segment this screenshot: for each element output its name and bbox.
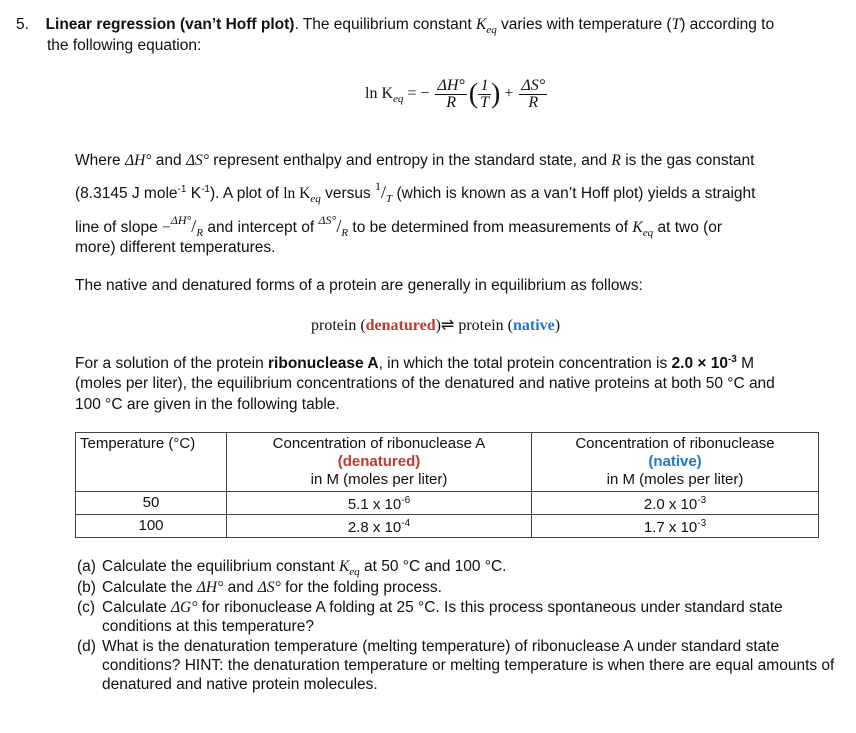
where-line-1: Where ΔH° and ΔS° represent enthalpy and entropy in the standard state, and R is the gas constant: [75, 152, 755, 169]
table-row: 50 5.1 x $10^{-6}$ 2.0 x $10^{-3}$: [76, 492, 819, 515]
header-temperature: Temperature (°C): [76, 433, 227, 492]
where-line-3: line of slope $-^{\Delta H^\circ}/_R$ and intercept of $^{\Delta S^\circ}/_R$ to be determined from measurements of $K_{eq}$ at two (or: [75, 213, 723, 239]
problem-header: 5. Linear regression (van’t Hoff plot). The equilibrium constant $K_{eq}$ varies with temperature (T) according to: [16, 16, 775, 36]
header-native: Concentration of ribonuclease (native) in M (moles per liter): [532, 433, 819, 492]
folding-reaction: protein (denatured)⇌ protein (native): [311, 317, 561, 334]
problem-number: 5.: [16, 16, 29, 33]
header-denatured: Concentration of ribonuclease A (denatured) in M (moles per liter): [227, 433, 532, 492]
vant-hoff-equation: $\ln K_{eq}$ = − $\frac{\Delta H^\circ}{R}$ ( $\frac{1}{T}$ ) + $\frac{\Delta S^\circ}{R}$: [365, 77, 546, 111]
question-d: (d) What is the denaturation temperature (melting temperature) of ribonuclease A under standard state conditions? HINT: the denaturation temperature or melting temperature is when there are equal amounts of denatured and native protein molecules.: [77, 638, 835, 693]
question-b: (b) Calculate the ΔH° and ΔS° for the folding process.: [77, 579, 442, 596]
question-c: (c) Calculate ΔG° for ribonuclease A folding at 25 °C. Is this process spontaneous under standard state conditions at this temperature?: [77, 599, 783, 635]
question-a: (a) Calculate the equilibrium constant $K_{eq}$ at 50 °C and 100 °C.: [77, 558, 507, 578]
solution-line-1: For a solution of the protein ribonuclease A, in which the total protein concentration is $2.0 \times 10^{-3}$ M: [75, 354, 755, 372]
concentration-table: [75, 432, 819, 538]
where-line-2: (8.3145 J mole$^{-1}$ $K^{-1}$). A plot of $\ln K_{eq}$ versus $^1/_T$ (which is known as a van’t Hoff plot) yields a straight: [75, 179, 756, 205]
problem-title: Linear regression (van’t Hoff plot): [45, 16, 295, 33]
solution-line-2: (moles per liter), the equilibrium concentrations of the denatured and native proteins at both 50 °C and: [75, 375, 775, 392]
table-header-row: [76, 433, 819, 492]
problem-intro-line2: the following equation:: [47, 37, 202, 54]
solution-line-3: 100 °C are given in the following table.: [75, 396, 340, 413]
where-line-4: more) different temperatures.: [75, 239, 276, 256]
equilibrium-statement: The native and denatured forms of a protein are generally in equilibrium as follows:: [75, 277, 643, 294]
table-row: 100 2.8 x $10^{-4}$ 1.7 x $10^{-3}$: [76, 515, 819, 538]
